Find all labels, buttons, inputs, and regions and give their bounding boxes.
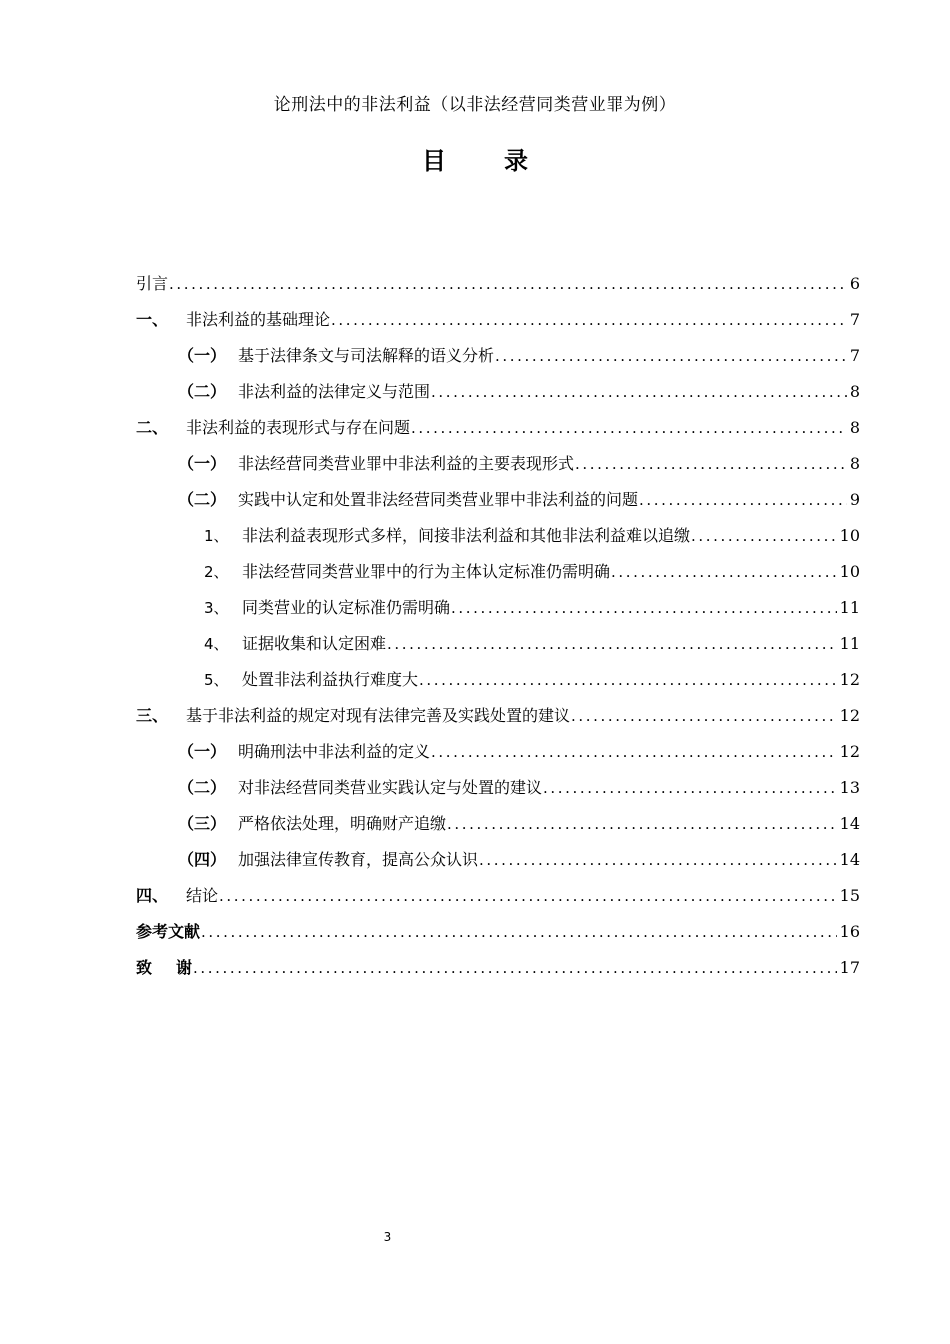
toc-entry-number: 4、 bbox=[204, 635, 229, 653]
toc-entry-section-3-1[interactable] bbox=[136, 738, 860, 774]
toc-entry-chapter-4[interactable] bbox=[136, 882, 860, 918]
toc-entry-page: 6 bbox=[849, 274, 860, 293]
toc-entry-introduction[interactable] bbox=[136, 270, 860, 306]
toc-entry-page: 12 bbox=[839, 742, 860, 761]
toc-entry-number: （四） bbox=[178, 850, 227, 869]
toc-leader-dots bbox=[201, 918, 837, 946]
toc-entry-text: 实践中认定和处置非法经营同类营业罪中非法利益的问题 bbox=[238, 490, 639, 509]
toc-entry-text: 非法利益表现形式多样，间接非法利益和其他非法利益难以追缴 bbox=[242, 526, 691, 545]
toc-entry-number: 一、 bbox=[136, 310, 169, 329]
toc-entry-text: 参考文献 bbox=[136, 922, 201, 941]
toc-entry-text: 非法利益的基础理论 bbox=[186, 310, 331, 329]
toc-entry-section-3-3[interactable] bbox=[136, 810, 860, 846]
toc-leader-dots bbox=[169, 270, 847, 298]
toc-leader-dots bbox=[387, 630, 837, 658]
toc-entry-number: （一） bbox=[178, 346, 227, 365]
toc-entry-page: 15 bbox=[839, 886, 860, 905]
toc-title-part1: 目 bbox=[422, 147, 446, 175]
toc-entry-number: 四、 bbox=[136, 886, 169, 905]
toc-entry-text: 加强法律宣传教育，提高公众认识 bbox=[238, 850, 479, 869]
toc-entry-number: （二） bbox=[178, 382, 227, 401]
toc-entry-page: 8 bbox=[849, 418, 860, 437]
toc-entry-subsection-2-2-4[interactable] bbox=[136, 630, 860, 666]
toc-leader-dots bbox=[479, 846, 837, 874]
toc-entry-section-2-2[interactable] bbox=[136, 486, 860, 522]
toc-entry-number: （一） bbox=[178, 454, 227, 473]
toc-entry-text: 同类营业的认定标准仍需明确 bbox=[242, 598, 451, 617]
toc-entry-page: 14 bbox=[839, 850, 860, 869]
table-of-contents bbox=[136, 270, 860, 990]
toc-entry-number: （一） bbox=[178, 742, 227, 761]
toc-entry-section-3-2[interactable] bbox=[136, 774, 860, 810]
toc-leader-dots bbox=[447, 810, 837, 838]
toc-entry-text: 非法利益的表现形式与存在问题 bbox=[186, 418, 411, 437]
toc-leader-dots bbox=[411, 414, 847, 442]
toc-title-part2: 录 bbox=[504, 147, 528, 175]
toc-entry-text: 严格依法处理，明确财产追缴 bbox=[238, 814, 447, 833]
toc-entry-number: 3、 bbox=[204, 599, 229, 617]
toc-entry-text: 结论 bbox=[186, 886, 219, 905]
toc-leader-dots bbox=[495, 342, 847, 370]
toc-entry-subsection-2-2-1[interactable] bbox=[136, 522, 860, 558]
toc-entry-page: 9 bbox=[849, 490, 860, 509]
toc-entry-text: 基于法律条文与司法解释的语义分析 bbox=[238, 346, 495, 365]
toc-entry-page: 8 bbox=[849, 454, 860, 473]
toc-leader-dots bbox=[691, 522, 837, 550]
toc-entry-subsection-2-2-2[interactable] bbox=[136, 558, 860, 594]
toc-entry-number: 2、 bbox=[204, 563, 229, 581]
toc-entry-chapter-3[interactable] bbox=[136, 702, 860, 738]
toc-leader-dots bbox=[571, 702, 837, 730]
toc-entry-section-1-2[interactable] bbox=[136, 378, 860, 414]
toc-entry-number: 1、 bbox=[204, 527, 229, 545]
toc-entry-subsection-2-2-3[interactable] bbox=[136, 594, 860, 630]
toc-entry-text bbox=[136, 954, 192, 982]
toc-entry-page: 16 bbox=[839, 922, 860, 941]
toc-leader-dots bbox=[543, 774, 837, 802]
toc-entry-section-1-1[interactable] bbox=[136, 342, 860, 378]
toc-entry-text: 引言 bbox=[136, 274, 169, 293]
toc-entry-page: 12 bbox=[839, 670, 860, 689]
toc-entry-page: 7 bbox=[849, 310, 860, 329]
toc-entry-chapter-2[interactable] bbox=[136, 414, 860, 450]
toc-entry-number: （二） bbox=[178, 490, 227, 509]
toc-entry-text-part1: 致 bbox=[136, 958, 153, 977]
toc-entry-text: 非法利益的法律定义与范围 bbox=[238, 382, 431, 401]
toc-entry-page: 14 bbox=[839, 814, 860, 833]
toc-title bbox=[0, 144, 950, 178]
page-number: 3 bbox=[383, 1230, 392, 1244]
toc-leader-dots bbox=[419, 666, 837, 694]
toc-leader-dots bbox=[639, 486, 847, 514]
toc-leader-dots bbox=[219, 882, 837, 910]
toc-leader-dots bbox=[575, 450, 847, 478]
toc-leader-dots bbox=[193, 954, 837, 982]
toc-entry-acknowledgements[interactable] bbox=[136, 954, 860, 990]
toc-entry-text: 处置非法利益执行难度大 bbox=[242, 670, 419, 689]
toc-entry-page: 7 bbox=[849, 346, 860, 365]
toc-entry-page: 13 bbox=[839, 778, 860, 797]
toc-entry-page: 10 bbox=[839, 526, 860, 545]
toc-entry-page: 11 bbox=[839, 634, 860, 653]
document-header-title: 论刑法中的非法利益（以非法经营同类营业罪为例） bbox=[273, 95, 677, 115]
toc-entry-text: 证据收集和认定困难 bbox=[242, 634, 387, 653]
toc-entry-references[interactable] bbox=[136, 918, 860, 954]
toc-entry-text: 非法经营同类营业罪中非法利益的主要表现形式 bbox=[238, 454, 575, 473]
toc-entry-page: 17 bbox=[839, 958, 860, 977]
toc-entry-text: 基于非法利益的规定对现有法律完善及实践处置的建议 bbox=[186, 706, 571, 725]
toc-entry-text: 对非法经营同类营业实践认定与处置的建议 bbox=[238, 778, 543, 797]
toc-leader-dots bbox=[611, 558, 837, 586]
toc-entry-text: 非法经营同类营业罪中的行为主体认定标准仍需明确 bbox=[242, 562, 611, 581]
toc-entry-page: 8 bbox=[849, 382, 860, 401]
toc-entry-number: 三、 bbox=[136, 706, 169, 725]
toc-entry-section-2-1[interactable] bbox=[136, 450, 860, 486]
toc-entry-subsection-2-2-5[interactable] bbox=[136, 666, 860, 702]
toc-leader-dots bbox=[331, 306, 847, 334]
toc-entry-text: 明确刑法中非法利益的定义 bbox=[238, 742, 431, 761]
toc-entry-page: 11 bbox=[839, 598, 860, 617]
toc-entry-number: （三） bbox=[178, 814, 227, 833]
toc-entry-text-part2: 谢 bbox=[176, 958, 193, 977]
toc-leader-dots bbox=[431, 738, 837, 766]
toc-leader-dots bbox=[431, 378, 847, 406]
toc-entry-number: 二、 bbox=[136, 418, 169, 437]
toc-entry-number: 5、 bbox=[204, 671, 229, 689]
toc-entry-chapter-1[interactable] bbox=[136, 306, 860, 342]
toc-entry-page: 10 bbox=[839, 562, 860, 581]
toc-entry-number: （二） bbox=[178, 778, 227, 797]
toc-entry-page: 12 bbox=[839, 706, 860, 725]
toc-leader-dots bbox=[451, 594, 837, 622]
toc-entry-section-3-4[interactable] bbox=[136, 846, 860, 882]
